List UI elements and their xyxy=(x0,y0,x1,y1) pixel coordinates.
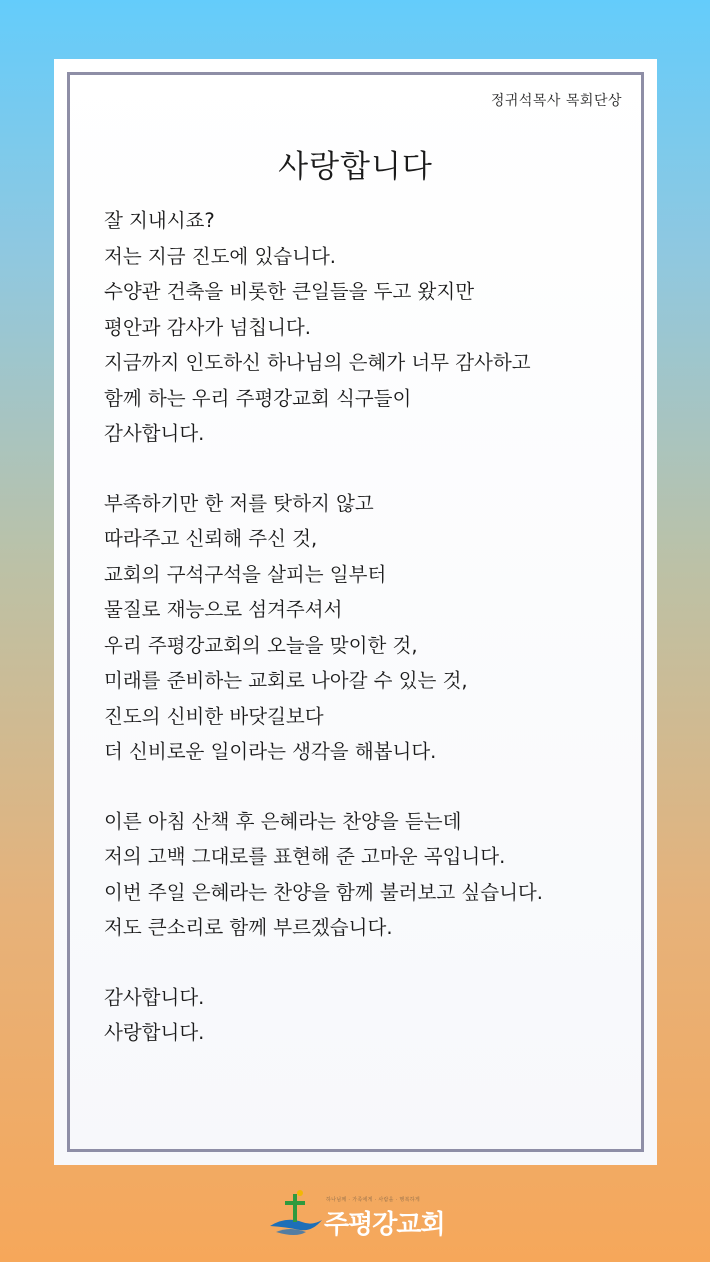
text-line: 저는 지금 진도에 있습니다. xyxy=(104,244,337,268)
text-line: 우리 주평강교회의 오늘을 맞이한 것, xyxy=(104,633,418,657)
letter-card xyxy=(54,59,657,1165)
text-line: 이번 주일 은혜라는 찬양을 함께 불러보고 싶습니다. xyxy=(104,880,543,904)
paragraph-2 xyxy=(104,486,634,770)
paragraph-4 xyxy=(104,980,634,1051)
letter-body xyxy=(104,203,634,1085)
text-line: 이른 아침 산책 후 은혜라는 찬양을 듣는데 xyxy=(104,809,462,833)
text-line: 수양관 건축을 비롯한 큰일들을 두고 왔지만 xyxy=(104,280,475,303)
paragraph-1 xyxy=(104,203,634,452)
text-line: 더 신비로운 일이라는 생각을 해봅니다. xyxy=(104,740,437,763)
column-byline: 정귀석목사 목회단상 xyxy=(490,93,622,109)
logo-tagline: 하나님께 · 가족에게 · 사람을 · 행복하게 xyxy=(326,1197,420,1203)
logo-name: 주평강교회 xyxy=(324,1210,445,1240)
letter-title: 사랑합니다 xyxy=(278,149,433,185)
text-line: 지금까지 인도하신 하나님의 은혜가 너무 감사하고 xyxy=(104,351,531,374)
text-line: 부족하기만 한 저를 탓하지 않고 xyxy=(104,491,374,515)
text-line: 감사합니다. xyxy=(104,985,205,1009)
text-line: 물질로 재능으로 섬겨주셔서 xyxy=(104,598,343,621)
text-line: 저도 큰소리로 함께 부르겠습니다. xyxy=(104,916,393,939)
text-line: 평안과 감사가 넘칩니다. xyxy=(104,315,311,339)
text-line: 진도의 신비한 바닷길보다 xyxy=(104,704,324,728)
text-line: 교회의 구석구석을 살피는 일부터 xyxy=(104,562,387,586)
text-line: 잘 지내시죠? xyxy=(104,209,215,232)
church-cross-logo-icon xyxy=(266,1186,326,1242)
text-line: 미래를 준비하는 교회로 나아갈 수 있는 것, xyxy=(104,669,468,692)
text-line: 감사합니다. xyxy=(104,422,205,445)
text-line: 사랑합니다. xyxy=(104,1021,205,1044)
text-line: 따라주고 신뢰해 주신 것, xyxy=(104,527,318,550)
church-logo xyxy=(266,1186,466,1242)
text-line: 저의 고백 그대로를 표현해 준 고마운 곡입니다. xyxy=(104,845,506,868)
text-line: 함께 하는 우리 주평강교회 식구들이 xyxy=(104,386,412,410)
paragraph-3 xyxy=(104,804,634,946)
